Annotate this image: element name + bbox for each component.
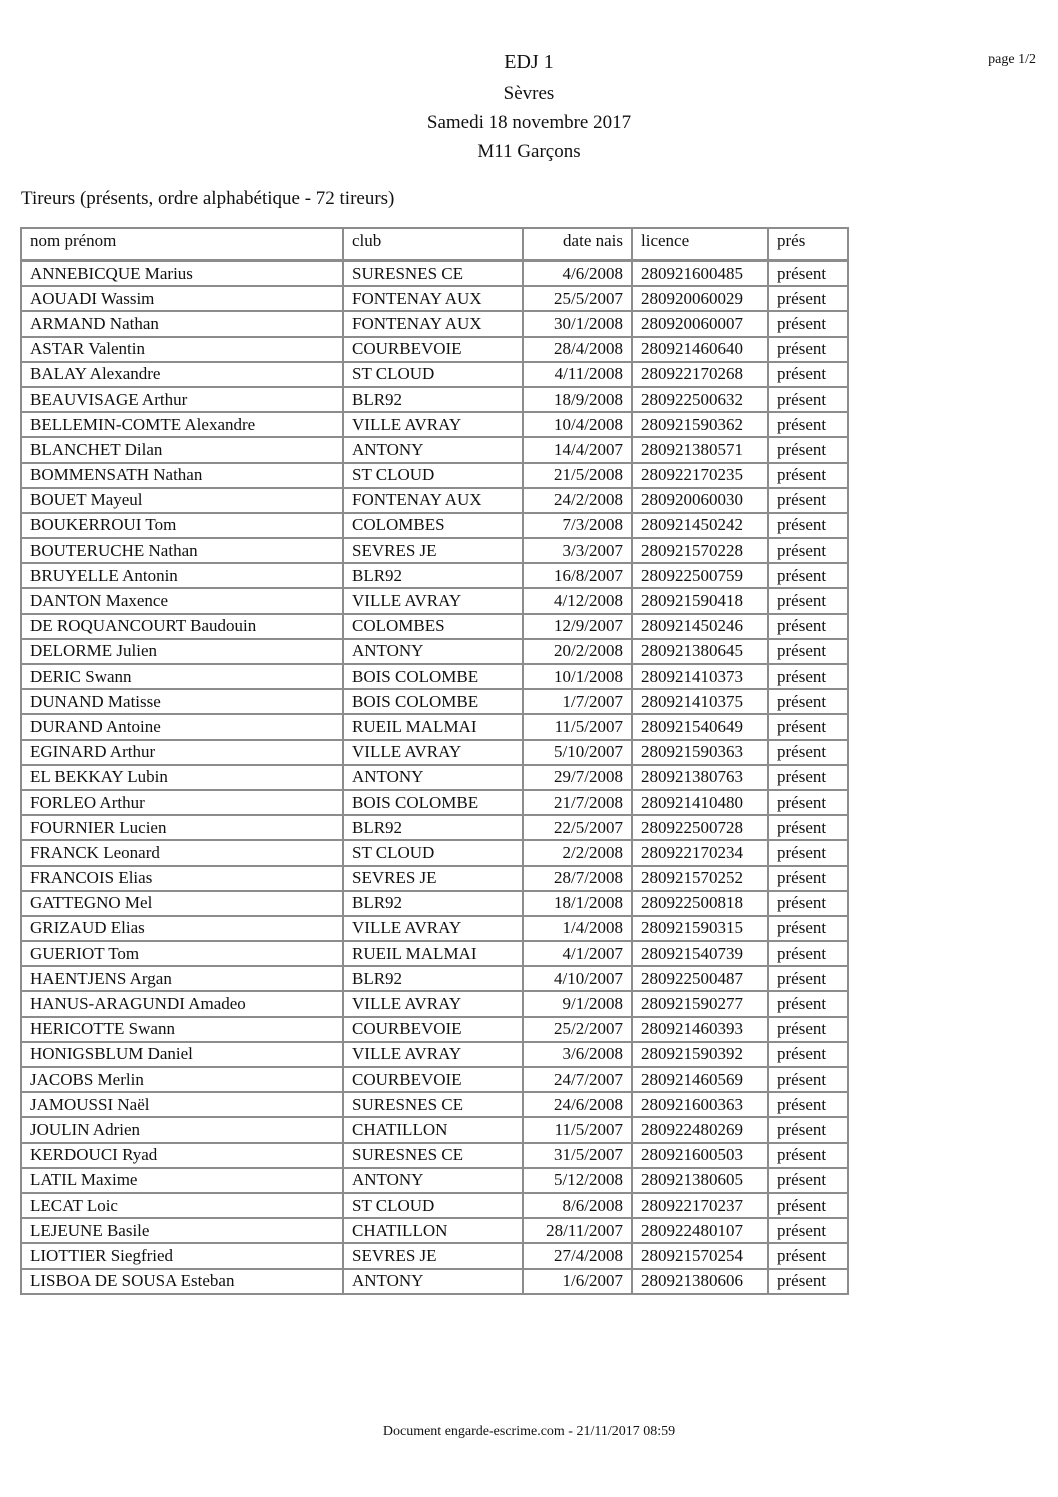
cell-licence: 280921450242	[632, 513, 768, 538]
cell-birthdate: 2/2/2008	[523, 840, 632, 865]
cell-club: COURBEVOIE	[343, 1067, 523, 1092]
cell-name: FRANCOIS Elias	[21, 866, 343, 891]
cell-birthdate: 16/8/2007	[523, 563, 632, 588]
cell-birthdate: 1/4/2008	[523, 916, 632, 941]
cell-birthdate: 4/12/2008	[523, 588, 632, 613]
section-title: Tireurs (présents, ordre alphabétique - 72 tireurs)	[21, 188, 395, 209]
cell-birthdate: 1/7/2007	[523, 689, 632, 714]
cell-club: BOIS COLOMBE	[343, 689, 523, 714]
cell-birthdate: 24/2/2008	[523, 488, 632, 513]
cell-name: BOUET Mayeul	[21, 488, 343, 513]
cell-presence: présent	[768, 488, 848, 513]
cell-club: SEVRES JE	[343, 866, 523, 891]
cell-presence: présent	[768, 664, 848, 689]
cell-presence: présent	[768, 538, 848, 563]
cell-birthdate: 18/9/2008	[523, 387, 632, 412]
cell-name: DURAND Antoine	[21, 714, 343, 739]
table-row	[21, 1243, 848, 1268]
cell-name: FORLEO Arthur	[21, 790, 343, 815]
cell-birthdate: 28/7/2008	[523, 866, 632, 891]
cell-club: SEVRES JE	[343, 538, 523, 563]
cell-club: FONTENAY AUX	[343, 286, 523, 311]
table-row	[21, 437, 848, 462]
cell-presence: présent	[768, 1168, 848, 1193]
cell-licence: 280922480269	[632, 1117, 768, 1142]
cell-presence: présent	[768, 412, 848, 437]
cell-name: GATTEGNO Mel	[21, 891, 343, 916]
cell-club: ST CLOUD	[343, 840, 523, 865]
cell-club: SURESNES CE	[343, 261, 523, 287]
cell-birthdate: 27/4/2008	[523, 1243, 632, 1268]
table-row	[21, 337, 848, 362]
cell-name: FOURNIER Lucien	[21, 815, 343, 840]
cell-licence: 280921570228	[632, 538, 768, 563]
cell-name: ASTAR Valentin	[21, 337, 343, 362]
table-row	[21, 488, 848, 513]
cell-club: FONTENAY AUX	[343, 488, 523, 513]
cell-name: HERICOTTE Swann	[21, 1017, 343, 1042]
cell-name: HAENTJENS Argan	[21, 966, 343, 991]
table-row	[21, 286, 848, 311]
cell-club: COLOMBES	[343, 513, 523, 538]
cell-licence: 280922500487	[632, 966, 768, 991]
cell-presence: présent	[768, 1092, 848, 1117]
cell-name: ARMAND Nathan	[21, 311, 343, 336]
table-row	[21, 563, 848, 588]
cell-presence: présent	[768, 1243, 848, 1268]
cell-birthdate: 4/10/2007	[523, 966, 632, 991]
cell-birthdate: 10/1/2008	[523, 664, 632, 689]
cell-licence: 280921590392	[632, 1042, 768, 1067]
cell-name: LEJEUNE Basile	[21, 1218, 343, 1243]
cell-licence: 280921460640	[632, 337, 768, 362]
cell-presence: présent	[768, 740, 848, 765]
cell-presence: présent	[768, 941, 848, 966]
cell-birthdate: 24/7/2007	[523, 1067, 632, 1092]
cell-licence: 280921600485	[632, 261, 768, 287]
table-row	[21, 891, 848, 916]
cell-name: BOMMENSATH Nathan	[21, 463, 343, 488]
cell-name: DERIC Swann	[21, 664, 343, 689]
cell-club: VILLE AVRAY	[343, 916, 523, 941]
cell-birthdate: 28/4/2008	[523, 337, 632, 362]
cell-licence: 280920060029	[632, 286, 768, 311]
column-header-licence: licence	[632, 228, 768, 261]
cell-licence: 280921410373	[632, 664, 768, 689]
cell-birthdate: 21/7/2008	[523, 790, 632, 815]
cell-club: COURBEVOIE	[343, 337, 523, 362]
table-row	[21, 1017, 848, 1042]
cell-club: BLR92	[343, 891, 523, 916]
cell-club: BLR92	[343, 815, 523, 840]
cell-licence: 280921600503	[632, 1143, 768, 1168]
cell-licence: 280921590418	[632, 588, 768, 613]
cell-birthdate: 31/5/2007	[523, 1143, 632, 1168]
cell-licence: 280921540649	[632, 714, 768, 739]
cell-club: ANTONY	[343, 1168, 523, 1193]
cell-licence: 280922500759	[632, 563, 768, 588]
cell-club: COURBEVOIE	[343, 1017, 523, 1042]
cell-presence: présent	[768, 916, 848, 941]
cell-licence: 280921380606	[632, 1269, 768, 1294]
cell-name: BLANCHET Dilan	[21, 437, 343, 462]
cell-club: ST CLOUD	[343, 362, 523, 387]
cell-presence: présent	[768, 689, 848, 714]
cell-birthdate: 8/6/2008	[523, 1193, 632, 1218]
cell-presence: présent	[768, 765, 848, 790]
table-row	[21, 261, 848, 287]
cell-birthdate: 4/1/2007	[523, 941, 632, 966]
cell-name: DE ROQUANCOURT Baudouin	[21, 614, 343, 639]
cell-club: VILLE AVRAY	[343, 991, 523, 1016]
cell-birthdate: 25/5/2007	[523, 286, 632, 311]
cell-club: BLR92	[343, 966, 523, 991]
table-row	[21, 840, 848, 865]
cell-licence: 280920060030	[632, 488, 768, 513]
cell-birthdate: 4/6/2008	[523, 261, 632, 287]
table-row	[21, 1092, 848, 1117]
cell-birthdate: 5/12/2008	[523, 1168, 632, 1193]
cell-presence: présent	[768, 639, 848, 664]
cell-birthdate: 29/7/2008	[523, 765, 632, 790]
cell-club: ANTONY	[343, 639, 523, 664]
cell-presence: présent	[768, 790, 848, 815]
cell-club: BOIS COLOMBE	[343, 790, 523, 815]
cell-club: RUEIL MALMAI	[343, 714, 523, 739]
cell-club: SURESNES CE	[343, 1092, 523, 1117]
table-row	[21, 966, 848, 991]
cell-licence: 280921380571	[632, 437, 768, 462]
cell-name: BALAY Alexandre	[21, 362, 343, 387]
table-row	[21, 538, 848, 563]
cell-licence: 280921460569	[632, 1067, 768, 1092]
column-header-club: club	[343, 228, 523, 261]
cell-presence: présent	[768, 362, 848, 387]
table-row	[21, 790, 848, 815]
cell-name: EL BEKKAY Lubin	[21, 765, 343, 790]
cell-licence: 280921590315	[632, 916, 768, 941]
cell-licence: 280922170237	[632, 1193, 768, 1218]
cell-licence: 280921460393	[632, 1017, 768, 1042]
cell-name: DANTON Maxence	[21, 588, 343, 613]
cell-presence: présent	[768, 614, 848, 639]
cell-name: BOUTERUCHE Nathan	[21, 538, 343, 563]
cell-presence: présent	[768, 588, 848, 613]
table-row	[21, 639, 848, 664]
cell-licence: 280921570252	[632, 866, 768, 891]
cell-birthdate: 5/10/2007	[523, 740, 632, 765]
cell-name: GRIZAUD Elias	[21, 916, 343, 941]
cell-name: JACOBS Merlin	[21, 1067, 343, 1092]
cell-name: GUERIOT Tom	[21, 941, 343, 966]
table-header-row	[21, 228, 848, 261]
cell-presence: présent	[768, 311, 848, 336]
cell-presence: présent	[768, 1193, 848, 1218]
cell-club: BLR92	[343, 387, 523, 412]
cell-licence: 280922170268	[632, 362, 768, 387]
cell-presence: présent	[768, 840, 848, 865]
table-row	[21, 614, 848, 639]
table-row	[21, 916, 848, 941]
cell-club: BOIS COLOMBE	[343, 664, 523, 689]
cell-presence: présent	[768, 966, 848, 991]
cell-club: SURESNES CE	[343, 1143, 523, 1168]
cell-name: FRANCK Leonard	[21, 840, 343, 865]
cell-club: ANTONY	[343, 765, 523, 790]
table-row	[21, 815, 848, 840]
cell-club: ANTONY	[343, 437, 523, 462]
cell-name: JAMOUSSI Naël	[21, 1092, 343, 1117]
cell-licence: 280921380645	[632, 639, 768, 664]
cell-birthdate: 14/4/2007	[523, 437, 632, 462]
cell-name: KERDOUCI Ryad	[21, 1143, 343, 1168]
table-row	[21, 941, 848, 966]
cell-name: LATIL Maxime	[21, 1168, 343, 1193]
cell-birthdate: 30/1/2008	[523, 311, 632, 336]
cell-birthdate: 10/4/2008	[523, 412, 632, 437]
cell-name: BOUKERROUI Tom	[21, 513, 343, 538]
cell-presence: présent	[768, 1218, 848, 1243]
table-row	[21, 362, 848, 387]
cell-presence: présent	[768, 463, 848, 488]
cell-name: BEAUVISAGE Arthur	[21, 387, 343, 412]
cell-licence: 280921570254	[632, 1243, 768, 1268]
cell-licence: 280922500818	[632, 891, 768, 916]
table-row	[21, 412, 848, 437]
cell-presence: présent	[768, 815, 848, 840]
cell-licence: 280922480107	[632, 1218, 768, 1243]
table-row	[21, 1042, 848, 1067]
cell-presence: présent	[768, 337, 848, 362]
cell-name: HONIGSBLUM Daniel	[21, 1042, 343, 1067]
table-row	[21, 588, 848, 613]
cell-name: LIOTTIER Siegfried	[21, 1243, 343, 1268]
cell-club: FONTENAY AUX	[343, 311, 523, 336]
cell-birthdate: 20/2/2008	[523, 639, 632, 664]
cell-licence: 280921410375	[632, 689, 768, 714]
cell-birthdate: 21/5/2008	[523, 463, 632, 488]
cell-birthdate: 12/9/2007	[523, 614, 632, 639]
column-header-birthdate: date nais	[523, 228, 632, 261]
cell-name: ANNEBICQUE Marius	[21, 261, 343, 287]
cell-presence: présent	[768, 891, 848, 916]
cell-name: LISBOA DE SOUSA Esteban	[21, 1269, 343, 1294]
cell-presence: présent	[768, 714, 848, 739]
cell-club: VILLE AVRAY	[343, 740, 523, 765]
event-location: Sèvres	[503, 83, 555, 104]
cell-presence: présent	[768, 991, 848, 1016]
table-row	[21, 1269, 848, 1294]
document-footer: Document engarde-escrime.com - 21/11/2017 08:59	[382, 1424, 676, 1439]
cell-presence: présent	[768, 1017, 848, 1042]
cell-club: VILLE AVRAY	[343, 1042, 523, 1067]
cell-presence: présent	[768, 387, 848, 412]
cell-presence: présent	[768, 437, 848, 462]
cell-name: HANUS-ARAGUNDI Amadeo	[21, 991, 343, 1016]
cell-birthdate: 28/11/2007	[523, 1218, 632, 1243]
cell-birthdate: 7/3/2008	[523, 513, 632, 538]
cell-presence: présent	[768, 1269, 848, 1294]
event-title: EDJ 1	[504, 51, 554, 73]
cell-licence: 280921380605	[632, 1168, 768, 1193]
cell-name: BRUYELLE Antonin	[21, 563, 343, 588]
cell-birthdate: 11/5/2007	[523, 1117, 632, 1142]
cell-licence: 280921540739	[632, 941, 768, 966]
cell-club: ST CLOUD	[343, 463, 523, 488]
cell-presence: présent	[768, 1042, 848, 1067]
column-header-presence: prés	[768, 228, 848, 261]
cell-birthdate: 11/5/2007	[523, 714, 632, 739]
cell-club: ST CLOUD	[343, 1193, 523, 1218]
cell-licence: 280922170234	[632, 840, 768, 865]
cell-presence: présent	[768, 261, 848, 287]
cell-birthdate: 25/2/2007	[523, 1017, 632, 1042]
cell-name: DUNAND Matisse	[21, 689, 343, 714]
cell-licence: 280921450246	[632, 614, 768, 639]
cell-licence: 280920060007	[632, 311, 768, 336]
table-row	[21, 463, 848, 488]
page-number: page 1/2	[988, 52, 1036, 67]
cell-club: CHATILLON	[343, 1218, 523, 1243]
cell-birthdate: 18/1/2008	[523, 891, 632, 916]
table-row	[21, 664, 848, 689]
cell-name: EGINARD Arthur	[21, 740, 343, 765]
cell-licence: 280922170235	[632, 463, 768, 488]
table-row	[21, 513, 848, 538]
cell-presence: présent	[768, 1143, 848, 1168]
cell-name: DELORME Julien	[21, 639, 343, 664]
cell-name: AOUADI Wassim	[21, 286, 343, 311]
cell-licence: 280922500632	[632, 387, 768, 412]
table-row	[21, 740, 848, 765]
fencers-table	[20, 227, 849, 1295]
cell-presence: présent	[768, 866, 848, 891]
table-row	[21, 1117, 848, 1142]
cell-birthdate: 3/6/2008	[523, 1042, 632, 1067]
cell-presence: présent	[768, 1117, 848, 1142]
cell-licence: 280921600363	[632, 1092, 768, 1117]
cell-licence: 280921590362	[632, 412, 768, 437]
table-row	[21, 714, 848, 739]
cell-birthdate: 9/1/2008	[523, 991, 632, 1016]
table-row	[21, 1168, 848, 1193]
cell-club: COLOMBES	[343, 614, 523, 639]
table-row	[21, 387, 848, 412]
event-date: Samedi 18 novembre 2017	[426, 112, 632, 133]
cell-birthdate: 1/6/2007	[523, 1269, 632, 1294]
table-row	[21, 689, 848, 714]
cell-licence: 280922500728	[632, 815, 768, 840]
column-header-name: nom prénom	[21, 228, 343, 261]
cell-name: BELLEMIN-COMTE Alexandre	[21, 412, 343, 437]
table-row	[21, 1067, 848, 1092]
cell-club: CHATILLON	[343, 1117, 523, 1142]
cell-name: JOULIN Adrien	[21, 1117, 343, 1142]
cell-club: VILLE AVRAY	[343, 588, 523, 613]
cell-club: BLR92	[343, 563, 523, 588]
cell-presence: présent	[768, 1067, 848, 1092]
cell-birthdate: 4/11/2008	[523, 362, 632, 387]
table-row	[21, 866, 848, 891]
table-row	[21, 311, 848, 336]
cell-presence: présent	[768, 513, 848, 538]
cell-club: ANTONY	[343, 1269, 523, 1294]
cell-licence: 280921590363	[632, 740, 768, 765]
cell-name: LECAT Loic	[21, 1193, 343, 1218]
cell-club: SEVRES JE	[343, 1243, 523, 1268]
cell-licence: 280921590277	[632, 991, 768, 1016]
cell-licence: 280921410480	[632, 790, 768, 815]
cell-birthdate: 22/5/2007	[523, 815, 632, 840]
cell-presence: présent	[768, 563, 848, 588]
table-row	[21, 1218, 848, 1243]
cell-club: RUEIL MALMAI	[343, 941, 523, 966]
event-category: M11 Garçons	[477, 141, 581, 162]
table-row	[21, 765, 848, 790]
table-row	[21, 1143, 848, 1168]
table-row	[21, 991, 848, 1016]
cell-presence: présent	[768, 286, 848, 311]
table-row	[21, 1193, 848, 1218]
cell-birthdate: 24/6/2008	[523, 1092, 632, 1117]
cell-birthdate: 3/3/2007	[523, 538, 632, 563]
cell-licence: 280921380763	[632, 765, 768, 790]
cell-club: VILLE AVRAY	[343, 412, 523, 437]
